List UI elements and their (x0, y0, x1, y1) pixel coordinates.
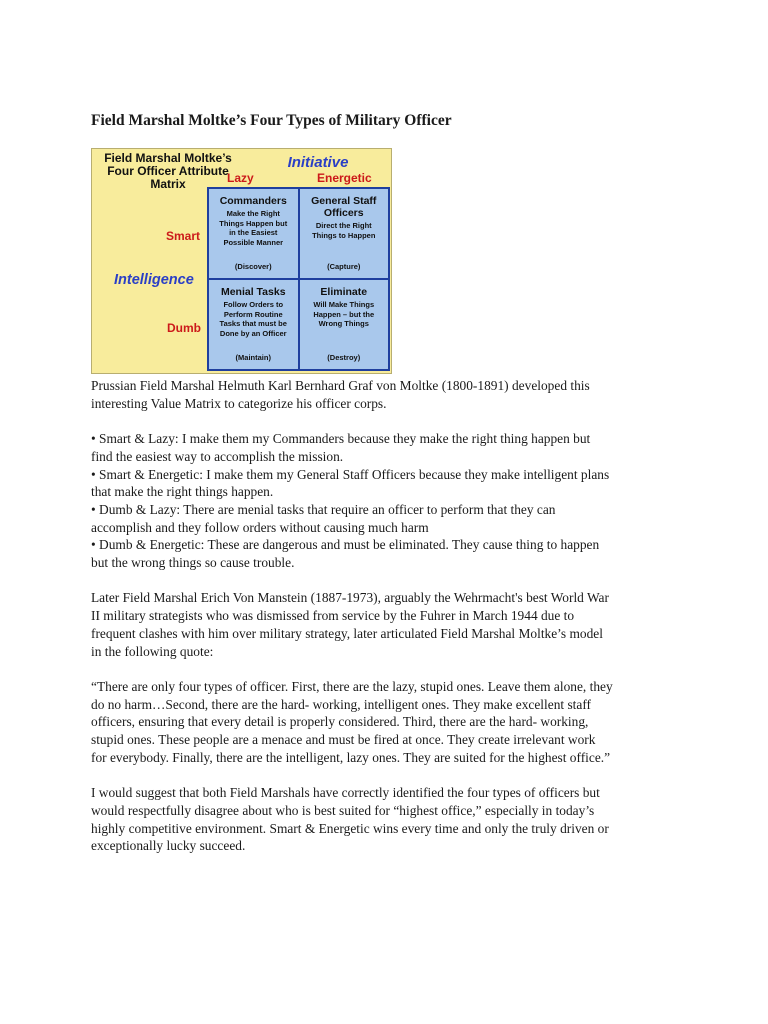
cell-line: Direct the Right (315, 221, 372, 230)
cell-heading: Commanders (219, 195, 287, 207)
row-label-dumb: Dumb (167, 321, 201, 335)
cell-line: Will Make Things (313, 300, 375, 309)
text-line: in the following quote: (91, 643, 214, 659)
row-label-smart: Smart (166, 229, 201, 243)
axis-label-initiative: Initiative (287, 154, 349, 171)
text-line: frequent clashes with him over military strategy, later articulated Field Marshal Moltke’s model (91, 625, 603, 641)
cell-line: Possible Manner (223, 237, 284, 247)
paragraph-quote (91, 678, 691, 767)
matrix-grid (207, 187, 390, 371)
text-line: • Smart & Energetic: I make them my General Staff Officers because they make intelligent plans (91, 466, 610, 482)
cell-line: Tasks that must be (219, 319, 287, 328)
cell-tag: (Capture) (327, 262, 361, 271)
cell-menial-tasks (209, 280, 298, 369)
paragraph-conclusion (91, 784, 691, 855)
cell-description (302, 300, 387, 329)
cell-line: Perform Routine (223, 309, 283, 319)
cell-line: Follow Orders to (223, 300, 284, 309)
text-line: Prussian Field Marshal Helmuth Karl Bernhard Graf von Moltke (1800-1891) developed this (91, 378, 590, 393)
text-line: for everybody. Finally, there are the intelligent, lazy ones. They are suited for the highest office.” (91, 749, 611, 765)
paragraph-intro (91, 377, 691, 412)
text-line: stupid ones. These people are a menace and must be fired at once. They create irrelevant work (91, 732, 596, 748)
cell-tag: (Maintain) (235, 353, 271, 362)
text-line: • Smart & Lazy: I make them my Commanders because they make the right thing happen but (91, 431, 591, 447)
cell-heading: Menial Tasks (220, 286, 286, 298)
text-line: but the wrong things so cause trouble. (91, 555, 295, 571)
cell-line: in the Easiest (229, 228, 278, 237)
text-line: “There are only four types of officer. First, there are the lazy, stupid ones. Leave them alone, they (91, 678, 613, 694)
cell-description (302, 221, 387, 240)
text-line: interesting Value Matrix to categorize his officer corps. (91, 395, 387, 411)
column-label-energetic: Energetic (317, 171, 372, 185)
text-line: highly competitive environment. Smart & Energetic wins every time and only the truly driven or (91, 820, 609, 836)
text-line: that make the right things happen. (91, 484, 274, 500)
text-line: officers, ensuring that every detail is properly considered. Third, there are the hard- working, (91, 714, 589, 730)
cell-heading: Eliminate (320, 286, 368, 298)
cell-line: Things to Happen (312, 230, 376, 240)
text-line: • Dumb & Lazy: There are menial tasks that require an officer to perform that they can (91, 501, 556, 517)
text-line: find the easiest way to accomplish the mission. (91, 448, 344, 464)
text-line: accomplish and they follow orders without causing much harm (91, 519, 429, 535)
cell-general-staff-officers (300, 189, 389, 278)
text-line: • Dumb & Energetic: These are dangerous and must be eliminated. They cause thing to happen (91, 537, 600, 553)
matrix-title (92, 152, 244, 191)
cell-tag: (Discover) (234, 262, 272, 271)
text-line: Later Field Marshal Erich Von Manstein (1887-1973), arguably the Wehrmacht's best World War (91, 590, 609, 606)
column-label-lazy: Lazy (227, 171, 254, 185)
matrix-title-line: Field Marshal Moltke’s (104, 151, 232, 165)
paragraph-bullets (91, 430, 691, 572)
cell-eliminate (300, 280, 389, 369)
cell-line: Things Happen but (219, 218, 288, 228)
cell-tag: (Destroy) (327, 353, 361, 362)
text-line: I would suggest that both Field Marshals have correctly identified the four types of officers but (91, 785, 600, 801)
axis-label-intelligence: Intelligence (114, 272, 194, 288)
document-body (91, 377, 691, 873)
cell-line: Wrong Things (318, 319, 369, 328)
document-title: Field Marshal Moltke’s Four Types of Military Officer (91, 112, 452, 129)
cell-heading (302, 195, 387, 219)
cell-line: Make the Right (226, 209, 280, 218)
cell-heading-line: Officers (323, 207, 364, 219)
cell-description (211, 209, 296, 247)
matrix-title-line: Four Officer Attribute (107, 164, 229, 178)
cell-heading-line: General Staff (311, 195, 377, 207)
cell-description (211, 300, 296, 338)
cell-commanders (209, 189, 298, 278)
officer-attribute-matrix (91, 148, 392, 374)
cell-line: Done by an Officer (219, 328, 287, 338)
cell-line: Happen – but the (313, 309, 375, 319)
text-line: would respectfully disagree about who is best suited for “highest office,” especially in today’s (91, 802, 595, 818)
paragraph-manstein (91, 589, 691, 660)
matrix-title-line: Matrix (150, 177, 186, 191)
text-line: II military strategists who was dismissed from service by the Fuhrer in March 1944 due to (91, 608, 575, 624)
text-line: do no harm…Second, there are the hard- working, intelligent ones. They make excellent staff (91, 696, 592, 712)
text-line: exceptionally lucky succeed. (91, 838, 246, 854)
